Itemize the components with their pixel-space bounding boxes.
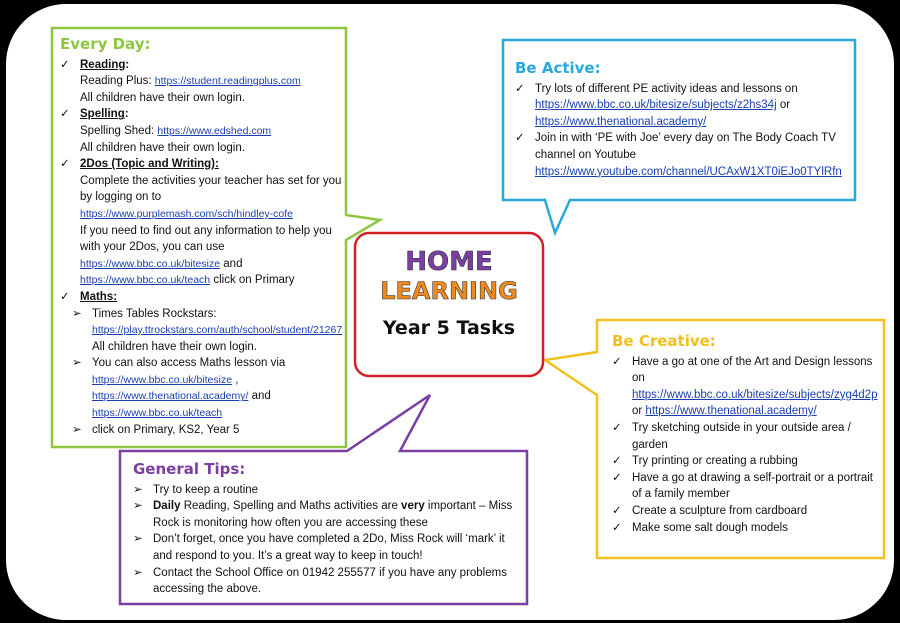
click-primary-text: click on Primary [210,274,295,287]
check-icon: ✓ [612,421,622,434]
maths-access-text: You can also access Maths lesson via [92,357,286,370]
arrow-bullet-icon: ➢ [133,533,143,546]
every-day-section: Every Day: ✓ Reading: Reading Plus: https://student.readingplus.com All children have their own login. ✓ Spelling: Spelling Shed: https://www.edshed.com All children have their own login. ✓ 2Dos (Topic and Writing): Complete the activities your teacher has set for you by logging on to https://www.purplemash.com/sch/hindley-cofe If you need to find out any information to help you with your 2Dos, you can use https://www.bbc.co.uk/bitesize and https://www.bbc.co.uk/teach click on Primary ✓ Maths: ➢ Times Tables Rockstars: https://play.ttrockstars.com/auth/school/student/21267 All children have their own login. ➢ You can also access Maths lesson via https://www.bbc.co.uk/bitesize , https://www.thenational.academy/ and https://www.bbc.co.uk/teach ➢ click on Primary, KS2, Year 5 [60,36,344,438]
arrow-bullet-icon: ➢ [133,500,143,513]
check-icon: ✓ [60,108,70,121]
ttrockstars-link[interactable]: https://play.ttrockstars.com/auth/school/student/21267 [92,324,343,337]
maths-bitesize-link[interactable]: https://www.bbc.co.uk/bitesize [92,373,233,386]
title-box [355,233,543,376]
or-text: or [632,405,646,418]
arrow-bullet-icon: ➢ [72,307,82,320]
maths-and-text: and [248,390,271,403]
arrow-bullet-icon: ➢ [72,423,82,436]
home-learning-logo [374,243,524,305]
art-lessons-text: Have a go at one of the Art and Design lessons on [632,355,873,385]
reading-login-text: All children have their own login. [80,91,245,104]
youtube-channel-link[interactable]: https://www.youtube.com/channel/UCAxW1XT0iEJo0TYlRfn [535,165,842,178]
portrait-text: Have a go at drawing a self-portrait or a portrait of a family member [632,471,873,501]
be-active-heading: Be Active: [515,59,601,77]
pe-with-joe-text: Join in with ‘PE with Joe’ every day on The Body Coach TV channel on Youtube [535,132,836,161]
maths-national-academy-link[interactable]: https://www.thenational.academy/ [92,390,249,403]
be-creative-section [612,333,882,536]
pe-national-academy-link[interactable]: https://www.thenational.academy/ [535,115,707,128]
comma-text: , [232,373,239,386]
pe-bitesize-link[interactable]: https://www.bbc.co.uk/bitesize/subjects/z2hs34j [535,99,777,112]
spelling-shed-label: Spelling Shed: [80,124,158,137]
be-active-section [515,60,850,180]
maths-click-text: click on Primary, KS2, Year 5 [92,423,240,436]
logo-learning-text: LEARNING [380,277,518,305]
check-icon: ✓ [515,132,525,145]
check-icon: ✓ [612,455,622,468]
tip-daily [153,498,518,531]
be-creative-heading: Be Creative: [612,332,716,350]
maths-label: Maths: [80,290,118,303]
arrow-bullet-icon: ➢ [133,566,143,579]
check-icon: ✓ [612,471,622,484]
page-title: Year 5 Tasks [382,317,516,339]
twodos-info-text: If you need to find out any information to help you with your 2Dos, you can use [80,224,332,254]
sculpture-text: Create a sculpture from cardboard [632,504,808,517]
twodos-label: 2Dos (Topic and Writing): [80,158,219,171]
pe-ideas-text: Try lots of different PE activity ideas and lessons on [535,82,798,95]
general-tips-heading: General Tips: [133,460,246,478]
spelling-shed-link[interactable]: https://www.edshed.com [157,124,272,137]
art-bitesize-link[interactable]: https://www.bbc.co.uk/bitesize/subjects/zyg4d2p [632,388,878,401]
printing-text: Try printing or creating a rubbing [632,455,798,468]
ttrockstars-login-text: All children have their own login. [92,340,257,353]
check-icon: ✓ [515,82,525,95]
maths-bbc-teach-link[interactable]: https://www.bbc.co.uk/teach [92,407,223,420]
tip-daily-middle: Reading, Spelling and Maths activities are [180,500,402,513]
arrow-bullet-icon: ➢ [72,357,82,370]
or-text: or [776,99,791,112]
daily-bold: Daily [153,500,181,513]
spelling-login-text: All children have their own login. [80,141,245,154]
tip-daily-end: important – Miss Rock is monitoring how often you are accessing these [153,500,513,529]
purplemash-link[interactable]: https://www.purplemash.com/sch/hindley-cofe [80,207,294,220]
salt-dough-text: Make some salt dough models [632,521,788,534]
arrow-bullet-icon: ➢ [133,483,143,496]
ttrockstars-label: Times Tables Rockstars: [92,307,217,320]
every-day-heading: Every Day: [60,35,151,53]
twodos-instructions: Complete the activities your teacher has set for you by logging on to [80,174,342,204]
and-text: and [220,257,243,270]
spelling-label: Spelling [80,108,125,121]
check-icon: ✓ [612,521,622,534]
check-icon: ✓ [612,355,622,368]
check-icon: ✓ [60,58,70,71]
bbc-teach-link[interactable]: https://www.bbc.co.uk/teach [80,274,211,287]
general-tips-section [133,461,518,598]
reading-label: Reading [80,58,126,71]
sketching-text: Try sketching outside in your outside area / garden [632,421,851,451]
tip-routine: Try to keep a routine [153,483,259,496]
check-icon: ✓ [60,290,70,303]
reading-plus-link[interactable]: https://student.readingplus.com [154,75,301,88]
art-national-academy-link[interactable]: https://www.thenational.academy/ [645,405,817,418]
check-icon: ✓ [612,504,622,517]
very-bold: very [401,500,425,513]
logo-home-text: HOME [405,247,493,277]
reading-plus-label: Reading Plus: [80,75,155,88]
tip-contact-office: Contact the School Office on 01942 255577 if you have any problems accessing the above. [153,566,507,596]
tip-2do-mark: Don’t forget, once you have completed a 2Do, Miss Rock will ‘mark’ it and respond to you. It’s a great way to keep in touch! [153,533,505,562]
check-icon: ✓ [60,158,70,171]
bitesize-link[interactable]: https://www.bbc.co.uk/bitesize [80,257,221,270]
